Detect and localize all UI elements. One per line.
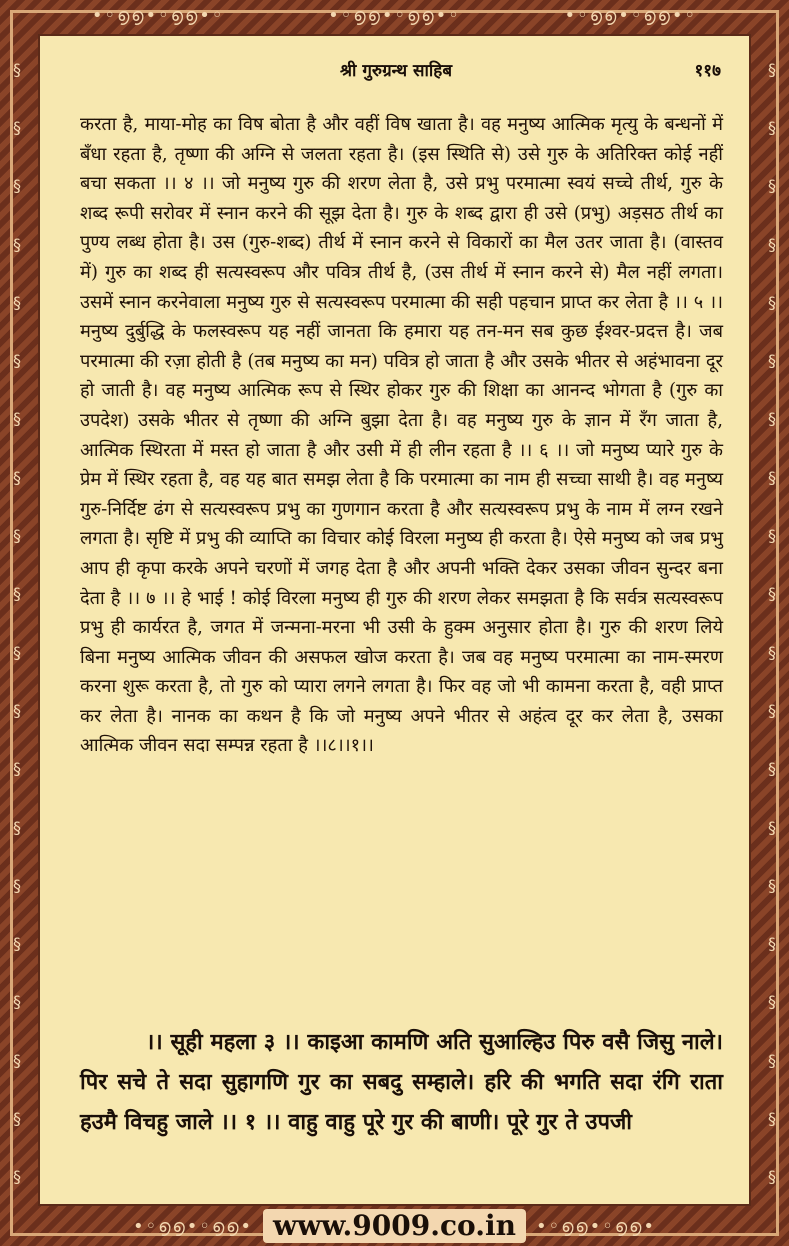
- top-ornament: •◦൭൭•◦൭൭•◦ •◦൭൭•◦൭൭•◦ •◦൭൭•◦൭൭•◦: [91, 4, 698, 26]
- right-ornament: § § § § § § § § § § § § § § § § § § § §: [768, 59, 776, 1187]
- commentary-text: [80, 110, 723, 761]
- footer-ornament-right: •◦൭൭•◦൭൭•: [535, 1215, 656, 1237]
- left-ornament: § § § § § § § § § § § § § § § § § § § §: [13, 59, 21, 1187]
- page-footer: [0, 1206, 789, 1246]
- footer-ornament-left: •◦൭൭•◦൭൭•: [133, 1215, 254, 1237]
- scripture-verse: [80, 1022, 723, 1142]
- book-page: [38, 34, 751, 1206]
- page-title: श्री गुरुग्रन्थ साहिब: [340, 61, 453, 81]
- page-number: ११७: [694, 61, 721, 81]
- commentary-paragraph: करता है, माया-मोह का विष बोता है और वहीं विष खाता है। वह मनुष्य आत्मिक मृत्यु के बन्धनों में बँधा रहता है, तृष्णा की अग्नि से जलता रहता है। (इस स्थिति से) उसे गुरु के अतिरिक्त कोई नहीं बचा सकता ।। ४ ।। जो मनुष्य गुरु की शरण लेता है, उसे प्रभु परमात्मा स्वयं सच्चे तीर्थ, गुरु के शब्द रूपी सरोवर में स्नान करने की सूझ देता है। गुरु के शब्द द्वारा ही उसे (प्रभु) अड़सठ तीर्थ का पुण्य लब्ध होता है। उस (गुरु-शब्द) तीर्थ में स्नान करने से विकारों का मैल उतर जाता है। (वास्तव में) गुरु का शब्द ही सत्यस्वरूप और पवित्र तीर्थ है, (उस तीर्थ में स्नान करने से) मैल नहीं लगता। उसमें स्नान करनेवाला मनुष्य गुरु से सत्यस्वरूप परमात्मा की सही पहचान प्राप्त कर लेता है ।। ५ ।। मनुष्य दुर्बुद्धि के फलस्वरूप यह नहीं जानता कि हमारा यह तन-मन सब कुछ ईश्वर-प्रदत्त है। जब परमात्मा की रज़ा होती है (तब मनुष्य का मन) पवित्र हो जाता है और उसके भीतर से अहंभावना दूर हो जाती है। वह मनुष्य आत्मिक रूप से स्थिर होकर गुरु की शिक्षा का आनन्द भोगता है (गुरु का उपदेश) उसके भीतर से तृष्णा की अग्नि बुझा देता है। वह मनुष्य गुरु के ज्ञान में रँग जाता है, आत्मिक स्थिरता में मस्त हो जाता है और उसी में ही लीन रहता है ।। ६ ।। जो मनुष्य प्यारे गुरु के प्रेम में स्थिर रहता है, वह यह बात समझ लेता है कि परमात्मा का नाम ही सच्चा साथी है। वह मनुष्य गुरु-निर्दिष्ट ढंग से सत्यस्वरूप प्रभु का गुणगान करता है और सत्यस्वरूप प्रभु के नाम में लग्न रखने लगता है। सृष्टि में प्रभु की व्याप्ति का विचार कोई विरला मनुष्य ही करता है। ऐसे मनुष्य को जब प्रभु आप ही कृपा करके अपने चरणों में जगह देता है और अपनी भक्ति देकर उसका जीवन सुन्दर बना देता है ।। ७ ।। हे भाई ! कोई विरला मनुष्य ही गुरु की शरण लेकर समझता है कि सर्वत्र सत्यस्वरूप प्रभु ही कार्यरत है, जगत में जन्मना-मरना भी उसी के हुक्म अनुसार होता है। गुरु की शरण लिये बिना मनुष्य आत्मिक जीवन की असफल खोज करता है। जब वह मनुष्य परमात्मा का नाम-स्मरण करना शुरू करता है, तो गुरु को प्यारा लगने लगता है। फिर वह जो भी कामना करता है, वही प्राप्त कर लेता है। नानक का कथन है कि जो मनुष्य अपने भीतर से अहंत्व दूर कर लेता है, उसका आत्मिक जीवन सदा सम्पन्न रहता है ।।८।।१।।: [80, 114, 723, 757]
- website-url[interactable]: www.9009.co.in: [263, 1209, 526, 1243]
- page-header: [40, 58, 749, 84]
- verse-paragraph: ।। सूही महला ३ ।। काइआ कामणि अति सुआल्हिउ पिरु वसै जिसु नाले। पिर सचे ते सदा सुहागणि गुर का सबदु सम्हाले। हरि की भगति सदा रंगि राता हउमै विचहु जाले ।। १ ।। वाहु वाहु पूरे गुर की बाणी। पूरे गुर ते उपजी: [80, 1029, 723, 1135]
